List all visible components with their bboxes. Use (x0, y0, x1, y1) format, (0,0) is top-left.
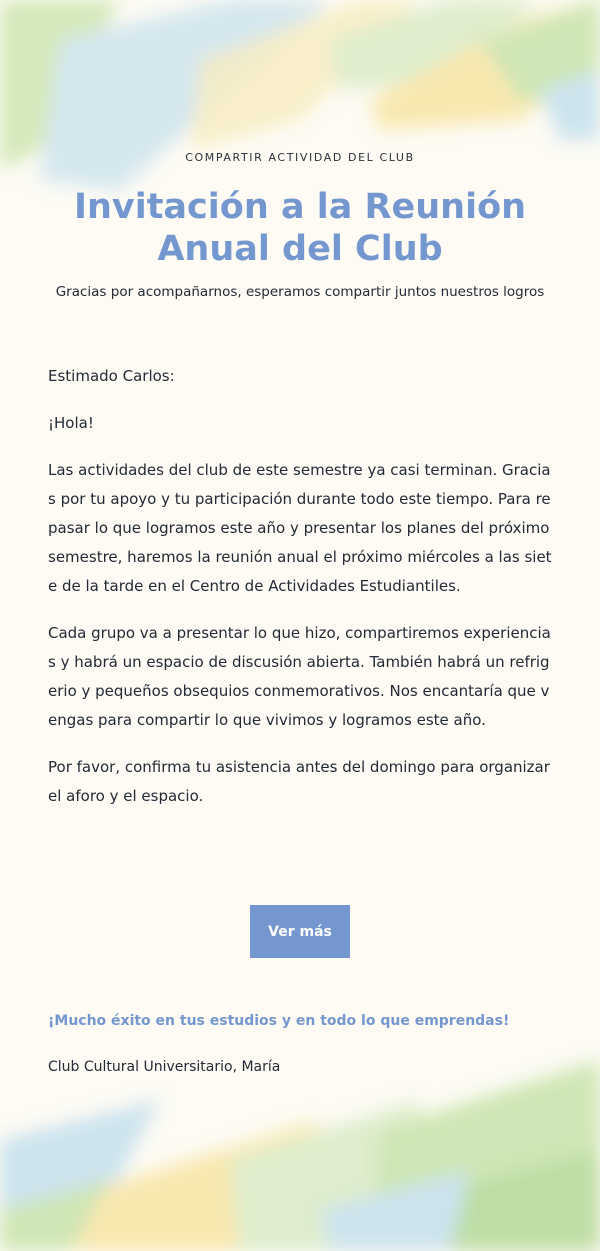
greeting: Estimado Carlos: (48, 367, 175, 385)
page-title: Invitación a la Reunión Anual del Club (73, 187, 527, 269)
closing-line: ¡Mucho éxito en tus estudios y en todo lo que emprendas! (48, 1013, 510, 1029)
paragraph-1: Las actividades del club de este semestre ya casi terminan. Gracias por tu apoyo y tu participación durante todo este tiempo. Para repasar lo que logramos este año y presentar los planes del próximo semestre, haremos la reunión anual el próximo miércoles a las siete de la tarde en el Centro de Actividades Estudiantiles. (48, 461, 552, 595)
paragraph-2: Cada grupo va a presentar lo que hizo, compartiremos experiencias y habrá un espacio de discusión abierta. También habrá un refrigerio y pequeños obsequios conmemorativos. Nos encantaría que vengas para compartir lo que vivimos y logramos este año. (48, 624, 551, 729)
page-subtitle: Gracias por acompañarnos, esperamos compartir juntos nuestros logros (55, 284, 545, 300)
paragraph-3: Por favor, confirma tu asistencia antes del domingo para organizar el aforo y el espacio. (48, 758, 550, 805)
signature: Club Cultural Universitario, María (48, 1059, 281, 1075)
letter-body (48, 362, 552, 829)
ver-mas-button[interactable]: Ver más (250, 905, 350, 958)
hello-line: ¡Hola! (48, 414, 94, 432)
eyebrow-label: COMPARTIR ACTIVIDAD DEL CLUB (185, 151, 415, 164)
